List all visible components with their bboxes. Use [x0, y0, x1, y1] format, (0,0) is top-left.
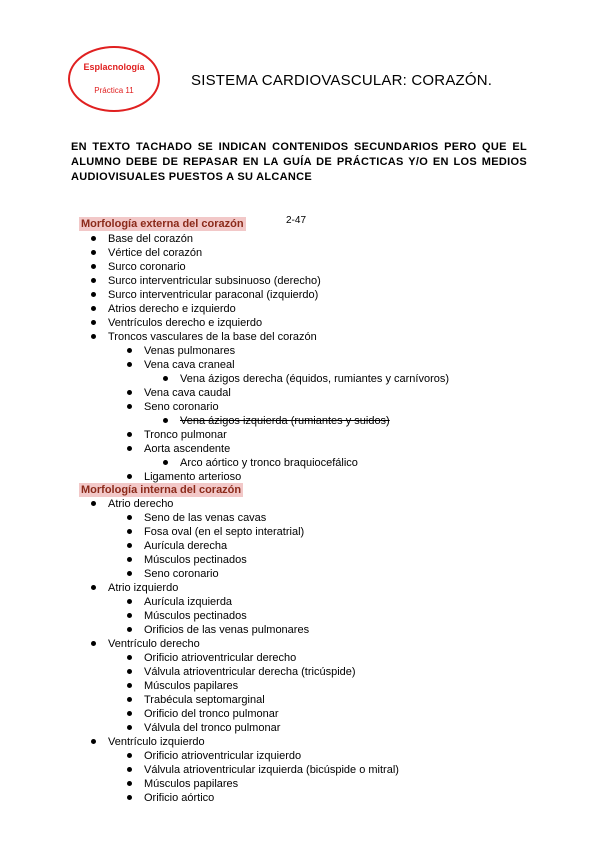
- section-heading-externa: Morfología externa del corazón: [81, 218, 244, 230]
- bullet-icon: [91, 236, 96, 241]
- list-item: Aorta ascendente: [144, 442, 230, 456]
- bullet-icon: [91, 320, 96, 325]
- list-item: Atrio izquierdo: [108, 581, 178, 595]
- bullet-icon: [127, 627, 132, 632]
- bullet-icon: [91, 641, 96, 646]
- bullet-icon: [127, 795, 132, 800]
- list-item: Músculos papilares: [144, 679, 238, 693]
- bullet-icon: [127, 557, 132, 562]
- list-item: Surco coronario: [108, 260, 186, 274]
- list-item: Seno coronario: [144, 567, 219, 581]
- bullet-icon: [127, 767, 132, 772]
- list-item: Orificio atrioventricular izquierdo: [144, 749, 301, 763]
- list-item: Fosa oval (en el septo interatrial): [144, 525, 304, 539]
- bullet-icon: [127, 348, 132, 353]
- bullet-icon: [91, 250, 96, 255]
- list-item: Ligamento arterioso: [144, 470, 241, 484]
- list-item: Ventrículo izquierdo: [108, 735, 205, 749]
- list-item: Aurícula izquierda: [144, 595, 232, 609]
- bullet-icon: [127, 529, 132, 534]
- bullet-icon: [163, 376, 168, 381]
- list-item: Atrio derecho: [108, 497, 173, 511]
- bullet-icon: [163, 418, 168, 423]
- notice-text: EN TEXTO TACHADO SE INDICAN CONTENIDOS SECUNDARIOS PERO QUE EL ALUMNO DEBE DE REPASAR EN LA GUÍA DE PRÁCTICAS Y/O EN LOS MEDIOS AUDIOVISUALES PUESTOS A SU ALCANCE: [71, 141, 527, 183]
- bullet-icon: [91, 292, 96, 297]
- bullet-icon: [127, 432, 132, 437]
- list-item: Surco interventricular subsinuoso (derecho): [108, 274, 321, 288]
- list-item: Válvula atrioventricular izquierda (bicúspide o mitral): [144, 763, 399, 777]
- list-item: Válvula atrioventricular derecha (tricúspide): [144, 665, 356, 679]
- list-item: Válvula del tronco pulmonar: [144, 721, 280, 735]
- list-item: Músculos pectinados: [144, 553, 247, 567]
- list-item: Músculos papilares: [144, 777, 238, 791]
- stamp-practice: Práctica 11: [94, 86, 134, 95]
- list-item: Tronco pulmonar: [144, 428, 227, 442]
- bullet-icon: [127, 474, 132, 479]
- list-item: Ventrículos derecho e izquierdo: [108, 316, 262, 330]
- list-item: Vena cava caudal: [144, 386, 231, 400]
- bullet-icon: [127, 725, 132, 730]
- list-item: Seno de las venas cavas: [144, 511, 266, 525]
- bullet-icon: [127, 781, 132, 786]
- list-item: Base del corazón: [108, 232, 193, 246]
- bullet-icon: [127, 446, 132, 451]
- practice-stamp: [68, 46, 160, 112]
- list-item: Aurícula derecha: [144, 539, 227, 553]
- list-item: Orificio del tronco pulmonar: [144, 707, 279, 721]
- bullet-icon: [127, 543, 132, 548]
- bullet-icon: [127, 697, 132, 702]
- list-item: Seno coronario: [144, 400, 219, 414]
- list-item: Arco aórtico y tronco braquiocefálico: [180, 456, 358, 470]
- list-item: Vena cava craneal: [144, 358, 235, 372]
- list-item: Orificio atrioventricular derecho: [144, 651, 296, 665]
- bullet-icon: [91, 739, 96, 744]
- bullet-icon: [127, 390, 132, 395]
- list-item: Atrios derecho e izquierdo: [108, 302, 236, 316]
- bullet-icon: [127, 613, 132, 618]
- list-item: Orificios de las venas pulmonares: [144, 623, 309, 637]
- list-item: Trabécula septomarginal: [144, 693, 265, 707]
- list-item: Vértice del corazón: [108, 246, 202, 260]
- list-item: Ventrículo derecho: [108, 637, 200, 651]
- bullet-icon: [91, 585, 96, 590]
- page-title: SISTEMA CARDIOVASCULAR: CORAZÓN.: [191, 72, 493, 89]
- list-item: Orificio aórtico: [144, 791, 214, 805]
- bullet-icon: [91, 278, 96, 283]
- bullet-icon: [163, 460, 168, 465]
- bullet-icon: [91, 334, 96, 339]
- bullet-icon: [127, 655, 132, 660]
- stamp-subject: Esplacnología: [83, 62, 145, 72]
- bullet-icon: [91, 306, 96, 311]
- list-item-strikethrough: Vena ázigos izquierda (rumiantes y suidos): [180, 414, 390, 428]
- list-item: Surco interventricular paraconal (izquierdo): [108, 288, 318, 302]
- bullet-icon: [127, 571, 132, 576]
- list-item: Vena ázigos derecha (équidos, rumiantes y carnívoros): [180, 372, 449, 386]
- bullet-icon: [91, 501, 96, 506]
- bullet-icon: [127, 599, 132, 604]
- bullet-icon: [127, 683, 132, 688]
- bullet-icon: [127, 515, 132, 520]
- page-reference: 2-47: [286, 215, 307, 226]
- list-item: Músculos pectinados: [144, 609, 247, 623]
- list-item: Venas pulmonares: [144, 344, 235, 358]
- bullet-icon: [127, 362, 132, 367]
- bullet-icon: [91, 264, 96, 269]
- section-heading-interna: Morfología interna del corazón: [81, 484, 242, 496]
- bullet-icon: [127, 711, 132, 716]
- bullet-icon: [127, 404, 132, 409]
- bullet-icon: [127, 669, 132, 674]
- bullet-icon: [127, 753, 132, 758]
- list-item: Troncos vasculares de la base del corazón: [108, 330, 317, 344]
